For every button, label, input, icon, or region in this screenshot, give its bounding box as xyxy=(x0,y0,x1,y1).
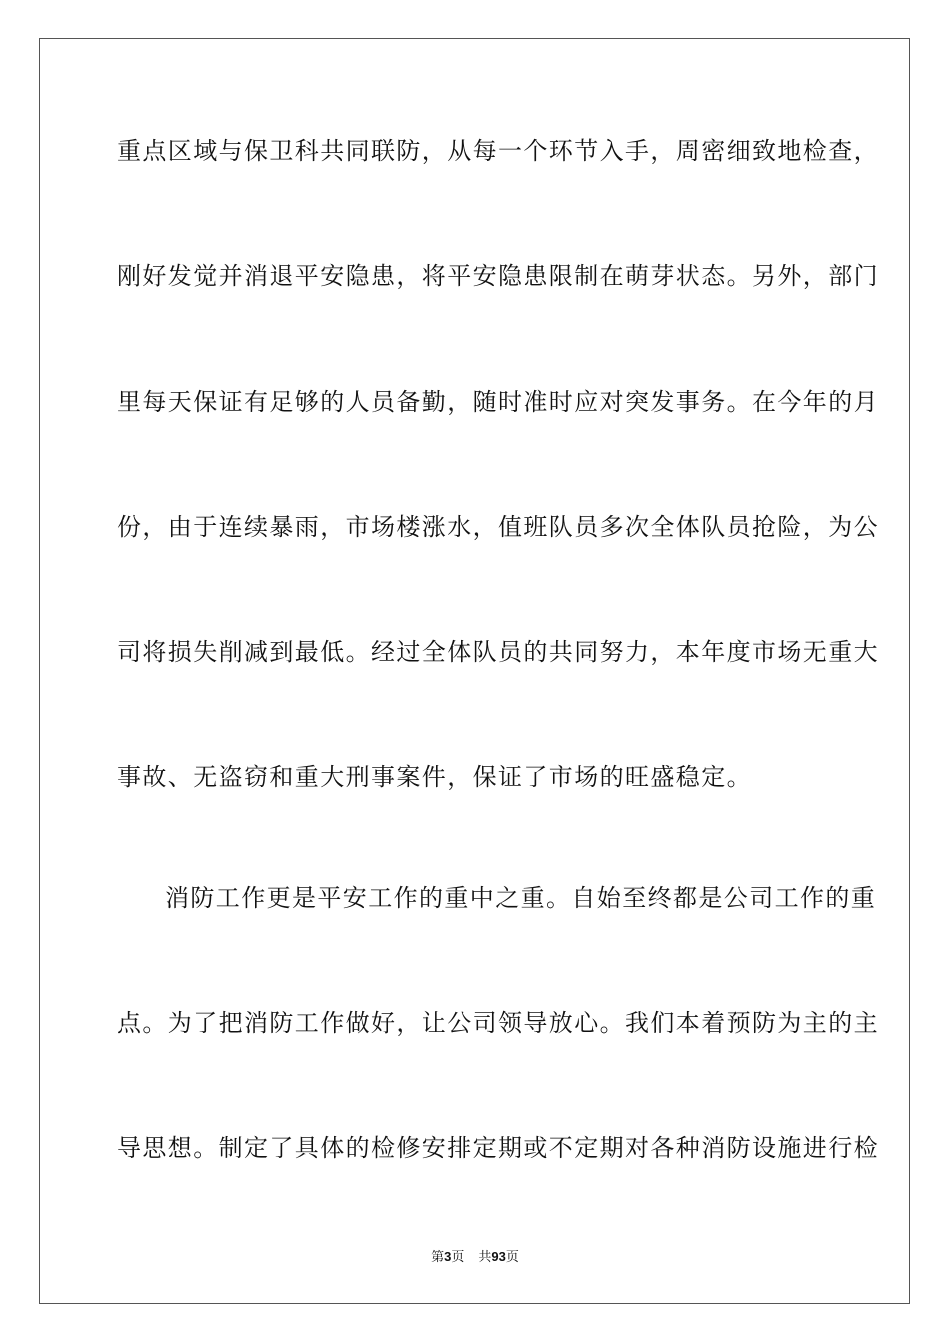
page-border xyxy=(39,38,910,1304)
body-line-1: 重点区域与保卫科共同联防，从每一个环节入手，周密细致地检查， xyxy=(117,137,879,165)
page-footer xyxy=(0,1246,950,1265)
footer-total-prefix: 共 xyxy=(478,1250,492,1265)
body-line-2: 刚好发觉并消退平安隐患，将平安隐患限制在萌芽状态。另外，部门 xyxy=(117,262,879,290)
footer-total-pages: 93 xyxy=(491,1249,506,1264)
body-line-3: 里每天保证有足够的人员备勤，随时准时应对突发事务。在今年的月 xyxy=(117,388,879,416)
body-line-4: 份，由于连续暴雨，市场楼涨水，值班队员多次全体队员抢险，为公 xyxy=(117,513,879,541)
footer-page-number: 3 xyxy=(444,1249,452,1264)
body-line-9: 导思想。制定了具体的检修安排定期或不定期对各种消防设施进行检 xyxy=(117,1134,879,1162)
footer-page-suffix: 页 xyxy=(451,1250,465,1265)
body-line-6: 事故、无盗窃和重大刑事案件，保证了市场的旺盛稳定。 xyxy=(117,763,752,791)
body-line-8: 点。为了把消防工作做好，让公司领导放心。我们本着预防为主的主 xyxy=(117,1009,879,1037)
body-line-5: 司将损失削减到最低。经过全体队员的共同努力，本年度市场无重大 xyxy=(117,638,879,666)
footer-total-suffix: 页 xyxy=(505,1250,519,1265)
footer-page-prefix: 第 xyxy=(431,1250,445,1265)
paragraph-start-line: 消防工作更是平安工作的重中之重。自始至终都是公司工作的重 xyxy=(165,884,877,912)
